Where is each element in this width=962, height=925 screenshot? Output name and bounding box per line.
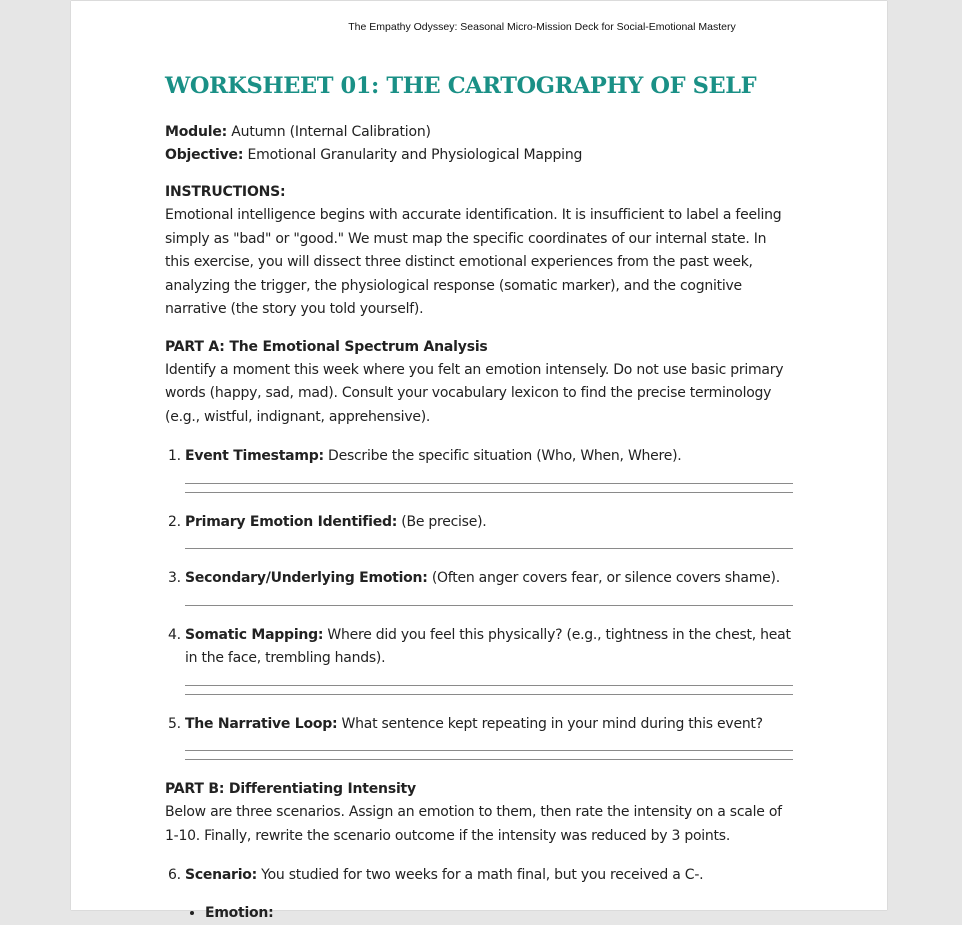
sub-list-item: • Emotion:	[205, 902, 793, 925]
item-text: You studied for two weeks for a math final, but you received a C-.	[261, 867, 703, 883]
instructions-text: Emotional intelligence begins with accurate identification. It is insufficient to label a feeling simply as "bad" or "good." We must map the specific coordinates of our internal state. In this exercise, you will dissect three distinct emotional experiences from the past week, analyzing the trigger, the physiological response (somatic marker), and the cognitive narrative (the story you told yourself).	[165, 204, 793, 322]
list-item	[185, 511, 793, 568]
item-label: Scenario:	[185, 867, 257, 883]
objective-line	[165, 144, 793, 167]
item-label: The Narrative Loop:	[185, 716, 337, 732]
part-b-intro: Below are three scenarios. Assign an emotion to them, then rate the intensity on a scale of 1-10. Finally, rewrite the scenario outcome if the intensity was reduced by 3 points.	[165, 801, 793, 848]
instructions-heading: INSTRUCTIONS:	[165, 181, 793, 204]
part-a-section	[165, 336, 793, 761]
item-label: Event Timestamp:	[185, 448, 324, 464]
worksheet-meta	[165, 121, 793, 167]
worksheet-content	[165, 71, 793, 925]
module-value: Autumn (Internal Calibration)	[231, 124, 430, 140]
list-item	[185, 624, 793, 713]
instructions-section	[165, 181, 793, 322]
answer-line	[185, 483, 793, 484]
module-line	[165, 121, 793, 144]
answer-line	[185, 685, 793, 686]
item-text: What sentence kept repeating in your mind during this event?	[342, 716, 763, 732]
part-a-heading: PART A: The Emotional Spectrum Analysis	[165, 336, 793, 359]
objective-label: Objective:	[165, 147, 243, 163]
part-a-list	[165, 445, 793, 760]
answer-line	[185, 759, 793, 760]
scenario-sub-list	[185, 902, 793, 925]
answer-lines[interactable]	[185, 483, 793, 493]
list-item	[185, 445, 793, 511]
answer-line	[185, 750, 793, 751]
item-text: (Often anger covers fear, or silence covers shame).	[432, 570, 780, 586]
module-label: Module:	[165, 124, 227, 140]
list-item	[185, 713, 793, 761]
item-label: Secondary/Underlying Emotion:	[185, 570, 428, 586]
part-b-heading: PART B: Differentiating Intensity	[165, 778, 793, 801]
list-item	[185, 864, 793, 925]
item-text: (Be precise).	[401, 514, 486, 530]
document-page	[71, 1, 887, 910]
part-b-list	[165, 864, 793, 925]
answer-lines[interactable]	[185, 685, 793, 695]
item-text: Where did you feel this physically? (e.g., tightness in the chest, heat in the face, trembling hands).	[185, 627, 791, 667]
worksheet-title: WORKSHEET 01: THE CARTOGRAPHY OF SELF	[165, 71, 793, 101]
list-item	[185, 567, 793, 624]
part-b-section	[165, 778, 793, 925]
item-label: Somatic Mapping:	[185, 627, 323, 643]
item-label: Primary Emotion Identified:	[185, 514, 397, 530]
objective-value: Emotional Granularity and Physiological Mapping	[248, 147, 583, 163]
item-text: Describe the specific situation (Who, When, Where).	[328, 448, 681, 464]
part-a-intro: Identify a moment this week where you felt an emotion intensely. Do not use basic primary words (happy, sad, mad). Consult your vocabulary lexicon to find the precise terminology (e.g., wistful, indignant, apprehensive).	[165, 359, 793, 430]
running-header: The Empathy Odyssey: Seasonal Micro-Mission Deck for Social-Emotional Mastery	[71, 21, 887, 33]
answer-lines[interactable]	[185, 750, 793, 760]
